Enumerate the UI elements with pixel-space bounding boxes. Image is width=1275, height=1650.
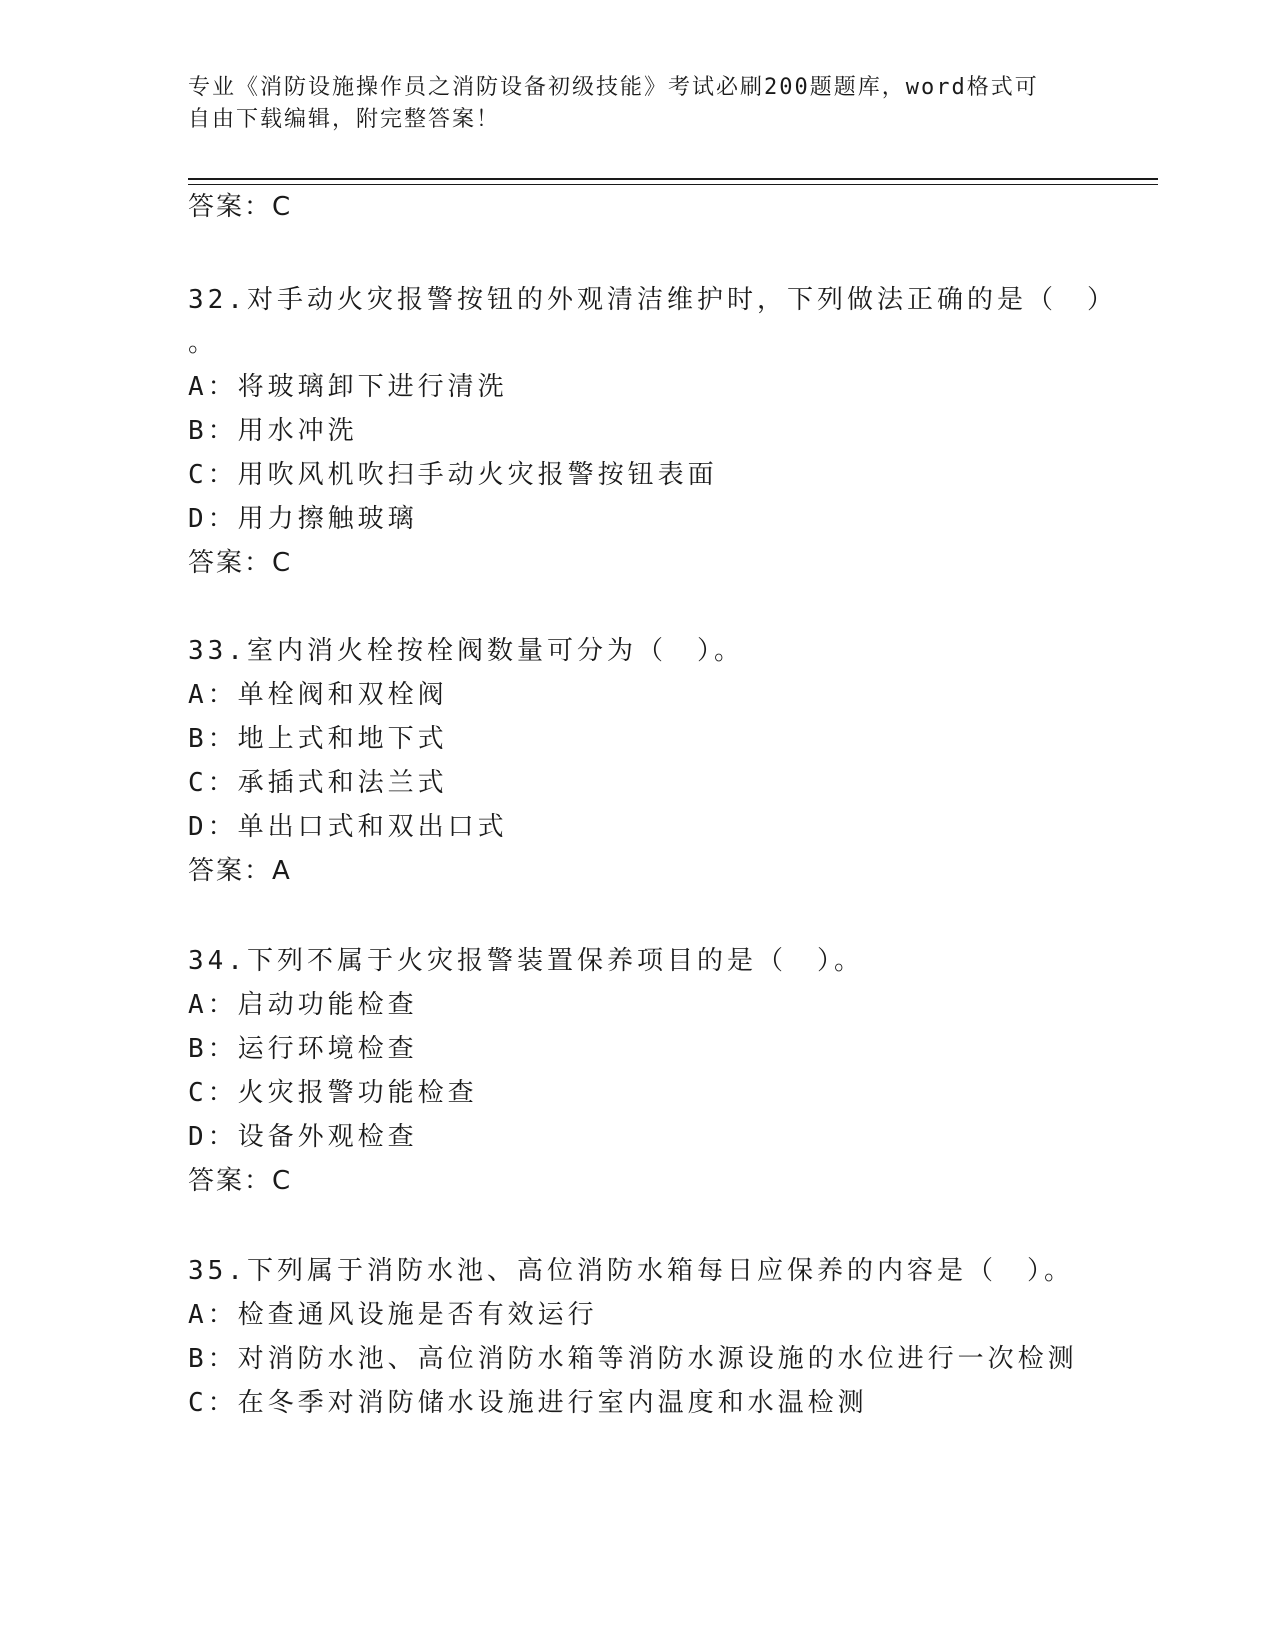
question-35-option-b: B：对消防水池、高位消防水箱等消防水源设施的水位进行一次检测 (188, 1344, 1078, 1374)
question-34-stem: 34.下列不属于火灾报警装置保养项目的是（ ）。 (188, 946, 864, 976)
answer-34: 答案：C (188, 1166, 293, 1196)
question-34-option-a: A：启动功能检查 (188, 990, 418, 1020)
question-32-stem: 32.对手动火灾报警按钮的外观清洁维护时，下列做法正确的是（ ） (188, 285, 1117, 315)
header-rule-thick (188, 178, 1158, 180)
question-32-stem-cont: 。 (188, 328, 219, 358)
question-32-option-b: B：用水冲洗 (188, 416, 358, 446)
question-35-option-a: A：检查通风设施是否有效运行 (188, 1300, 598, 1330)
answer-31: 答案：C (188, 192, 293, 222)
answer-32: 答案：C (188, 548, 293, 578)
header-line-1: 专业《消防设施操作员之消防设备初级技能》考试必刷200题题库，word格式可 (188, 75, 1039, 100)
question-32-option-a: A：将玻璃卸下进行清洗 (188, 372, 508, 402)
question-35-option-c: C：在冬季对消防储水设施进行室内温度和水温检测 (188, 1388, 868, 1418)
question-33-option-a: A：单栓阀和双栓阀 (188, 680, 448, 710)
question-32-option-c: C：用吹风机吹扫手动火灾报警按钮表面 (188, 460, 718, 490)
question-34-option-c: C：火灾报警功能检查 (188, 1078, 478, 1108)
question-33-option-c: C：承插式和法兰式 (188, 768, 448, 798)
header-rule-thin (188, 184, 1158, 185)
answer-33: 答案：A (188, 856, 292, 886)
document-header (188, 72, 1088, 136)
question-34-option-b: B：运行环境检查 (188, 1034, 418, 1064)
question-33-stem: 33.室内消火栓按栓阀数量可分为（ ）。 (188, 636, 744, 666)
question-35-stem: 35.下列属于消防水池、高位消防水箱每日应保养的内容是（ ）。 (188, 1256, 1074, 1286)
question-34-option-d: D：设备外观检查 (188, 1122, 418, 1152)
question-33-option-b: B：地上式和地下式 (188, 724, 448, 754)
question-33-option-d: D：单出口式和双出口式 (188, 812, 508, 842)
question-32-option-d: D：用力擦触玻璃 (188, 504, 418, 534)
header-line-2: 自由下载编辑，附完整答案！ (188, 107, 501, 132)
